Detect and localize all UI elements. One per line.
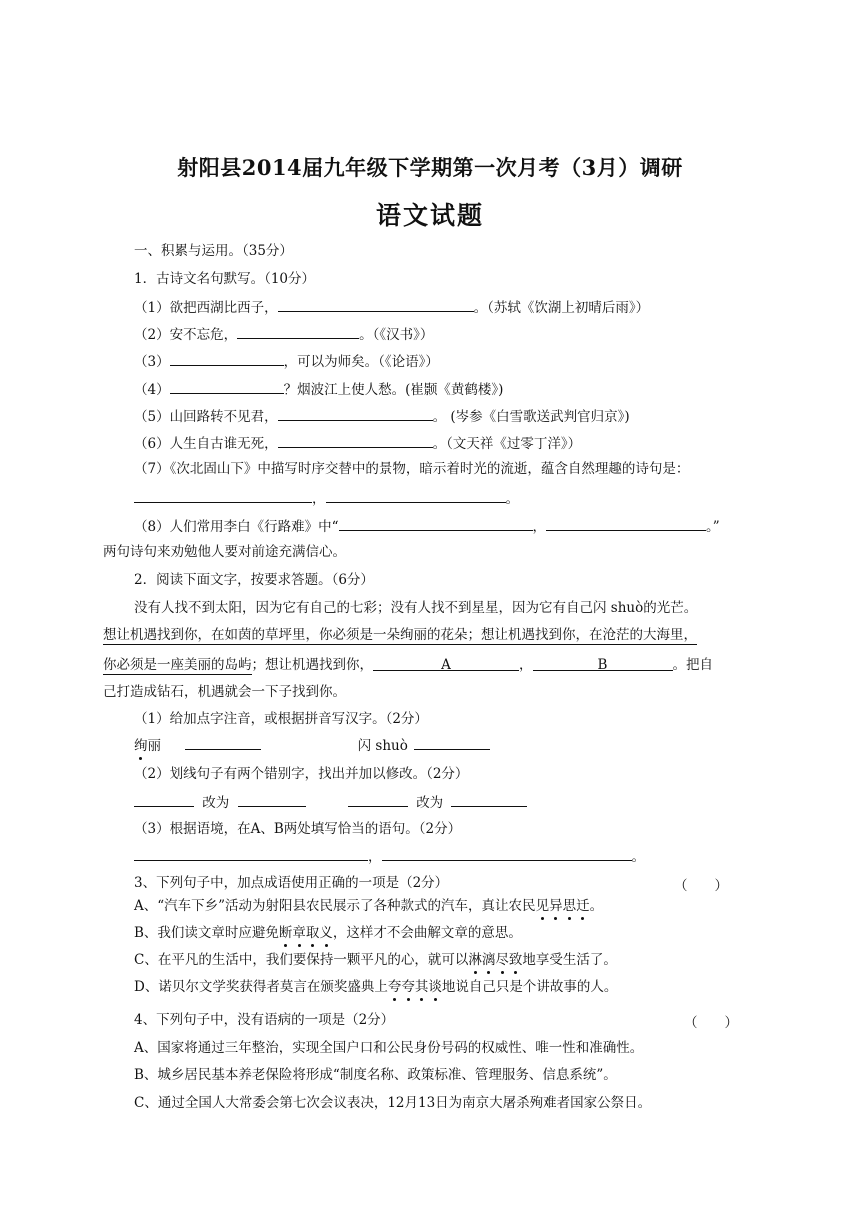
- q1-item-1-source: 。（苏轼《饮湖上初晴后雨》）: [473, 300, 650, 316]
- dotted-char: 断: [278, 925, 293, 941]
- q3-option-a: [134, 897, 603, 915]
- dotted-char: 夸: [401, 979, 415, 995]
- answer-blank[interactable]: [414, 735, 490, 750]
- q3-answer-paren[interactable]: （ ）: [674, 878, 728, 894]
- q3-option-c: [134, 951, 617, 969]
- underlined-sentence: 想让机遇找到你，在如茵的草坪里，你必须是一朵绚丽的花朵；想让机遇找到你，在沧茫的大海里，: [103, 627, 697, 643]
- line-end: 。: [505, 491, 519, 507]
- option-text: D、诺贝尔文学奖获得者莫言在颁奖盛典上: [134, 979, 388, 995]
- option-text: ，这样才不会曲解文章的意思。: [332, 925, 522, 941]
- q1-item-6-source: 。（文天祥《过零丁洋》）: [432, 436, 582, 452]
- gaiwei-label: 改为: [416, 795, 444, 811]
- answer-blank[interactable]: [348, 792, 408, 807]
- option-text: 地享受生活了。: [522, 952, 617, 968]
- q1-item-3: [134, 351, 439, 371]
- exam-title: 射阳县2014届九年级下学期第一次月考（3月）调研: [177, 155, 683, 180]
- q4-option-a: A、国家将通过三年整治，实现全国户口和公民身份号码的权威性、唯一性和准确性。: [134, 1040, 644, 1056]
- q2-sub-3-answers: [134, 846, 645, 866]
- q4-option-b: B、城乡居民基本养老保险将形成“制度名称、政策标准、管理服务、信息系统”。: [134, 1067, 617, 1083]
- q4-stem: 4、下列句子中，没有语病的一项是（2分）: [134, 1012, 395, 1028]
- q2-sub-1: （1）给加点字注音，或根据拼音写汉字。（2分）: [134, 711, 428, 727]
- dotted-char: 致: [508, 952, 523, 968]
- q3-stem: 3、下列句子中，加点成语使用正确的一项是（2分）: [134, 875, 449, 891]
- section-heading: 一、积累与运用。（35分）: [134, 243, 293, 259]
- q1-item-8: [134, 516, 720, 536]
- dotted-char: 夸: [387, 979, 402, 995]
- answer-blank[interactable]: [134, 792, 194, 807]
- answer-blank[interactable]: [451, 792, 527, 807]
- q1-item-2: [134, 324, 433, 344]
- dotted-char: 义: [319, 925, 333, 941]
- q1-item-5: [134, 406, 630, 426]
- q2-passage-line-1: 没有人找不到太阳，因为它有自己的七彩；没有人找不到星星，因为它有自己闪 shuò的光芒。: [134, 600, 698, 616]
- blank-a[interactable]: [373, 656, 519, 671]
- dotted-idiom: [536, 898, 590, 914]
- dotted-char: 漓: [481, 952, 496, 968]
- separator: ，: [532, 519, 546, 535]
- q1-item-5-text: （5）山回路转不见君，: [134, 409, 278, 425]
- gaiwei-label: 改为: [202, 795, 230, 811]
- answer-blank[interactable]: [170, 351, 284, 366]
- word-shan-shuo: 闪 shuò: [357, 738, 408, 754]
- answer-blank[interactable]: [339, 516, 533, 531]
- q2-passage-line-2: [103, 626, 697, 644]
- blank-b[interactable]: [533, 656, 673, 671]
- q1-item-5-source: 。 (岑参《白雪歌送武判官归京》): [432, 409, 630, 425]
- separator: ，: [368, 849, 382, 865]
- word-xuanli: [134, 738, 161, 754]
- q2-sub-3: （3）根据语境，在A、B两处填写恰当的语句。（2分）: [134, 821, 462, 837]
- answer-blank[interactable]: [278, 297, 474, 312]
- line-end: 。: [631, 849, 645, 865]
- q1-item-7: （7）《次北固山下》中描写时序交替中的景物，暗示着时光的流逝，蕴含自然理趣的诗句是：: [134, 461, 690, 477]
- separator: ，: [312, 491, 326, 507]
- dotted-char: 谈: [428, 979, 442, 995]
- q1-item-1-text: （1）欲把西湖比西子，: [134, 300, 278, 316]
- dotted-idiom: [468, 952, 522, 968]
- word-rest: 丽: [147, 738, 161, 754]
- q1-item-6-text: （6）人生自古谁无死，: [134, 436, 278, 452]
- q1-item-4-text: （4）: [134, 382, 170, 398]
- answer-blank[interactable]: [134, 488, 312, 503]
- answer-blank[interactable]: [278, 406, 433, 421]
- answer-blank[interactable]: [170, 379, 284, 394]
- dotted-char: 取: [305, 925, 320, 941]
- q2-passage-line-3: [103, 656, 713, 674]
- dotted-char: 其: [414, 979, 429, 995]
- q3-option-d: [134, 978, 617, 996]
- option-text: A、“汽车下乡”活动为射阳县农民展示了各种款式的汽车，真让农民: [134, 898, 536, 914]
- exam-subtitle: 语文试题: [375, 201, 484, 230]
- separator: ，: [519, 657, 533, 673]
- q2-sub-2: （2）划线句子有两个错别字，找出并加以修改。（2分）: [134, 766, 469, 782]
- dotted-char: 思: [562, 898, 577, 914]
- q1-item-8-text: （8）人们常用李白《行路难》中“: [134, 519, 339, 535]
- q1-item-2-source: 。（《汉书》）: [359, 327, 434, 343]
- option-text: C、在平凡的生活中，我们要保持一颗平凡的心，就可以: [134, 952, 469, 968]
- q2-sub-1-answers: [134, 735, 490, 755]
- q1-item-2-text: （2）安不忘危，: [134, 327, 238, 343]
- q1-item-7-blanks: [134, 488, 519, 508]
- answer-blank[interactable]: [546, 516, 706, 531]
- dotted-idiom: [279, 925, 333, 941]
- q1-item-8-cont: 两句诗句来劝勉他人要对前途充满信心。: [103, 544, 346, 560]
- q1-item-1: [134, 297, 649, 317]
- q2-stem: 2．阅读下面文字，按要求答题。（6分）: [134, 572, 374, 588]
- dotted-idiom: [388, 979, 442, 995]
- answer-blank[interactable]: [238, 792, 306, 807]
- blank-b-label: B: [597, 657, 608, 673]
- q1-item-3-text: （3）: [134, 354, 170, 370]
- dotted-char: 见: [535, 898, 550, 914]
- dotted-char: 迁: [576, 898, 590, 914]
- q4-answer-paren[interactable]: （ ）: [684, 1015, 738, 1031]
- dotted-char: 绚: [134, 738, 148, 754]
- q2-passage-line-4: 己打造成钻石，机遇就会一下子找到你。: [103, 684, 346, 700]
- q1-item-6: [134, 433, 581, 453]
- answer-blank[interactable]: [185, 735, 261, 750]
- q1-stem: 1．古诗文名句默写。（10分）: [134, 271, 316, 287]
- passage-text: ；想让机遇找到你，: [251, 657, 373, 673]
- blank-a-label: A: [441, 657, 451, 673]
- q1-item-4-source: ？烟波江上使人愁。(崔颢《黄鹤楼》): [283, 382, 504, 398]
- q4-option-c: C、通过全国人大常委会第七次会议表决，12月13日为南京大屠杀殉难者国家公祭日。: [134, 1095, 652, 1111]
- answer-blank[interactable]: [134, 846, 368, 861]
- q1-item-4: [134, 379, 503, 399]
- q1-item-3-source: ，可以为师矣。（《论语》）: [283, 354, 439, 370]
- answer-blank[interactable]: [382, 846, 632, 861]
- dotted-char: 尽: [495, 952, 509, 968]
- passage-text: 。把自: [672, 657, 713, 673]
- q2-sub-2-answers: [134, 792, 527, 812]
- option-text: 地说自己只是个讲故事的人。: [441, 979, 618, 995]
- line-end: 。”: [706, 519, 720, 535]
- dotted-char: 淋: [468, 952, 482, 968]
- option-text: 。: [589, 898, 604, 914]
- option-text: B、我们读文章时应避免: [134, 925, 279, 941]
- answer-blank[interactable]: [278, 433, 433, 448]
- q3-option-b: [134, 924, 522, 942]
- dotted-char: 章: [292, 925, 306, 941]
- answer-blank[interactable]: [326, 488, 506, 503]
- answer-blank[interactable]: [237, 324, 359, 339]
- dotted-char: 异: [549, 898, 563, 914]
- underlined-sentence: 你必须是一座美丽的岛屿: [103, 657, 252, 673]
